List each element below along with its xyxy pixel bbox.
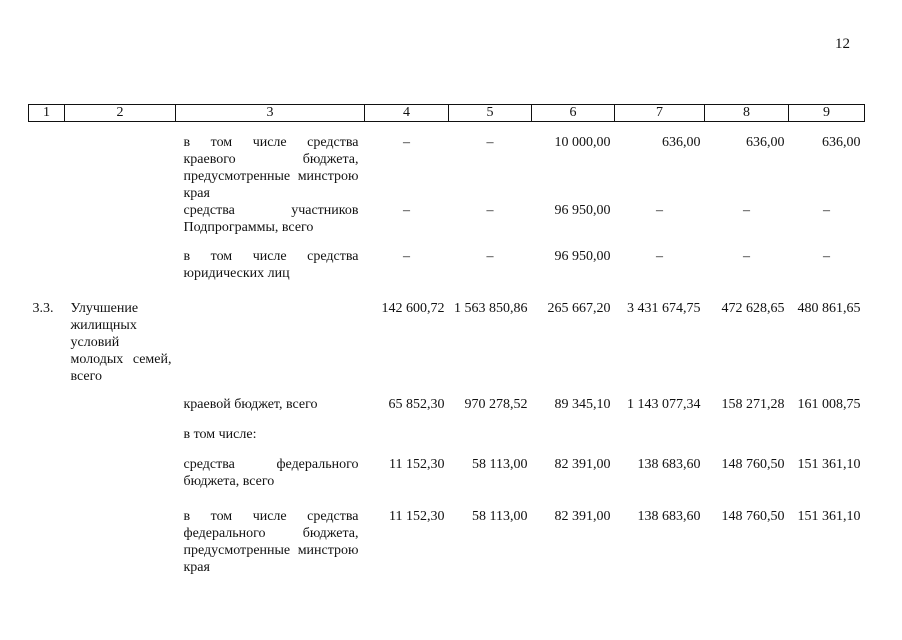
value-cell: 970 278,52 xyxy=(464,397,528,412)
row-name: Улучшение жилищных условий молодых семей, всего xyxy=(70,301,172,384)
row-description: средства федерального бюджета, всего xyxy=(183,457,359,489)
value-cell: 11 152,30 xyxy=(389,509,445,524)
row-code xyxy=(29,202,65,248)
header-cell: 1 xyxy=(29,105,65,122)
value-cell: 82 391,00 xyxy=(554,457,611,472)
header-cell: 4 xyxy=(365,105,449,122)
header-cell: 3 xyxy=(176,105,365,122)
value-cell: – xyxy=(823,203,830,218)
row-name xyxy=(65,426,176,456)
row-description: в том числе средства юридических лиц xyxy=(183,249,359,281)
value-cell xyxy=(532,426,615,456)
row-description: краевой бюджет, всего xyxy=(183,397,318,412)
value-cell: 96 950,00 xyxy=(554,203,611,218)
header-cell: 7 xyxy=(615,105,705,122)
value-cell: 3 431 674,75 xyxy=(627,301,701,316)
table-row xyxy=(29,298,865,396)
table-row xyxy=(29,426,865,456)
row-name xyxy=(65,248,176,298)
value-cell: – xyxy=(403,135,410,150)
value-cell xyxy=(365,426,449,456)
value-cell xyxy=(449,426,532,456)
value-cell: 58 113,00 xyxy=(472,509,528,524)
table-row xyxy=(29,248,865,298)
row-code xyxy=(29,396,65,426)
row-description: в том числе средства краевого бюджета, предусмотренные минстрою края xyxy=(183,135,359,201)
row-description: средства участников Подпрограммы, всего xyxy=(183,203,359,235)
value-cell: 58 113,00 xyxy=(472,457,528,472)
row-code xyxy=(29,508,65,576)
value-cell: 138 683,60 xyxy=(637,457,701,472)
value-cell: 158 271,28 xyxy=(721,397,785,412)
value-cell: – xyxy=(486,249,494,264)
row-description: в том числе средства федерального бюджета, предусмотренные минстрою края xyxy=(183,509,359,575)
header-cell: 6 xyxy=(532,105,615,122)
value-cell: 10 000,00 xyxy=(554,135,611,150)
value-cell: 11 152,30 xyxy=(389,457,445,472)
page-number: 12 xyxy=(835,36,850,52)
row-description: в том числе: xyxy=(183,427,257,442)
value-cell xyxy=(705,426,789,456)
row-name xyxy=(65,396,176,426)
value-cell: – xyxy=(656,249,663,264)
header-cell: 5 xyxy=(449,105,532,122)
value-cell: 96 950,00 xyxy=(554,249,611,264)
row-code xyxy=(29,456,65,508)
value-cell: – xyxy=(403,203,410,218)
row-code xyxy=(29,426,65,456)
value-cell: – xyxy=(743,203,750,218)
value-cell: – xyxy=(486,203,494,218)
table-row xyxy=(29,456,865,508)
table-row xyxy=(29,202,865,248)
value-cell xyxy=(789,426,865,456)
value-cell: 148 760,50 xyxy=(721,457,785,472)
row-code: 3.3. xyxy=(32,301,54,316)
value-cell: – xyxy=(403,249,410,264)
row-description xyxy=(176,298,365,396)
header-row xyxy=(29,105,865,122)
value-cell: 472 628,65 xyxy=(721,301,785,316)
value-cell: – xyxy=(743,249,750,264)
value-cell: 265 667,20 xyxy=(547,301,611,316)
row-code xyxy=(29,248,65,298)
value-cell: 1 143 077,34 xyxy=(627,397,701,412)
row-name xyxy=(65,508,176,576)
table-row xyxy=(29,508,865,576)
value-cell: 480 861,65 xyxy=(797,301,861,316)
value-cell: 151 361,10 xyxy=(797,509,861,524)
value-cell: – xyxy=(823,249,830,264)
value-cell: 89 345,10 xyxy=(554,397,611,412)
table-row xyxy=(29,122,865,203)
value-cell: 142 600,72 xyxy=(381,301,445,316)
value-cell: 161 008,75 xyxy=(797,397,861,412)
table-row xyxy=(29,396,865,426)
header-cell: 9 xyxy=(789,105,865,122)
row-name xyxy=(65,456,176,508)
value-cell: – xyxy=(656,203,663,218)
value-cell: 636,00 xyxy=(662,135,701,150)
header-cell: 2 xyxy=(65,105,176,122)
row-code xyxy=(29,122,65,203)
value-cell: 148 760,50 xyxy=(721,509,785,524)
row-name xyxy=(65,202,176,248)
value-cell: 82 391,00 xyxy=(554,509,611,524)
value-cell: 636,00 xyxy=(822,135,861,150)
row-name xyxy=(65,122,176,203)
value-cell: – xyxy=(486,135,494,150)
value-cell: 151 361,10 xyxy=(797,457,861,472)
value-cell: 138 683,60 xyxy=(637,509,701,524)
value-cell: 65 852,30 xyxy=(388,397,445,412)
value-cell: 1 563 850,86 xyxy=(454,301,528,316)
value-cell xyxy=(615,426,705,456)
header-cell: 8 xyxy=(705,105,789,122)
budget-table xyxy=(28,104,865,576)
value-cell: 636,00 xyxy=(746,135,785,150)
